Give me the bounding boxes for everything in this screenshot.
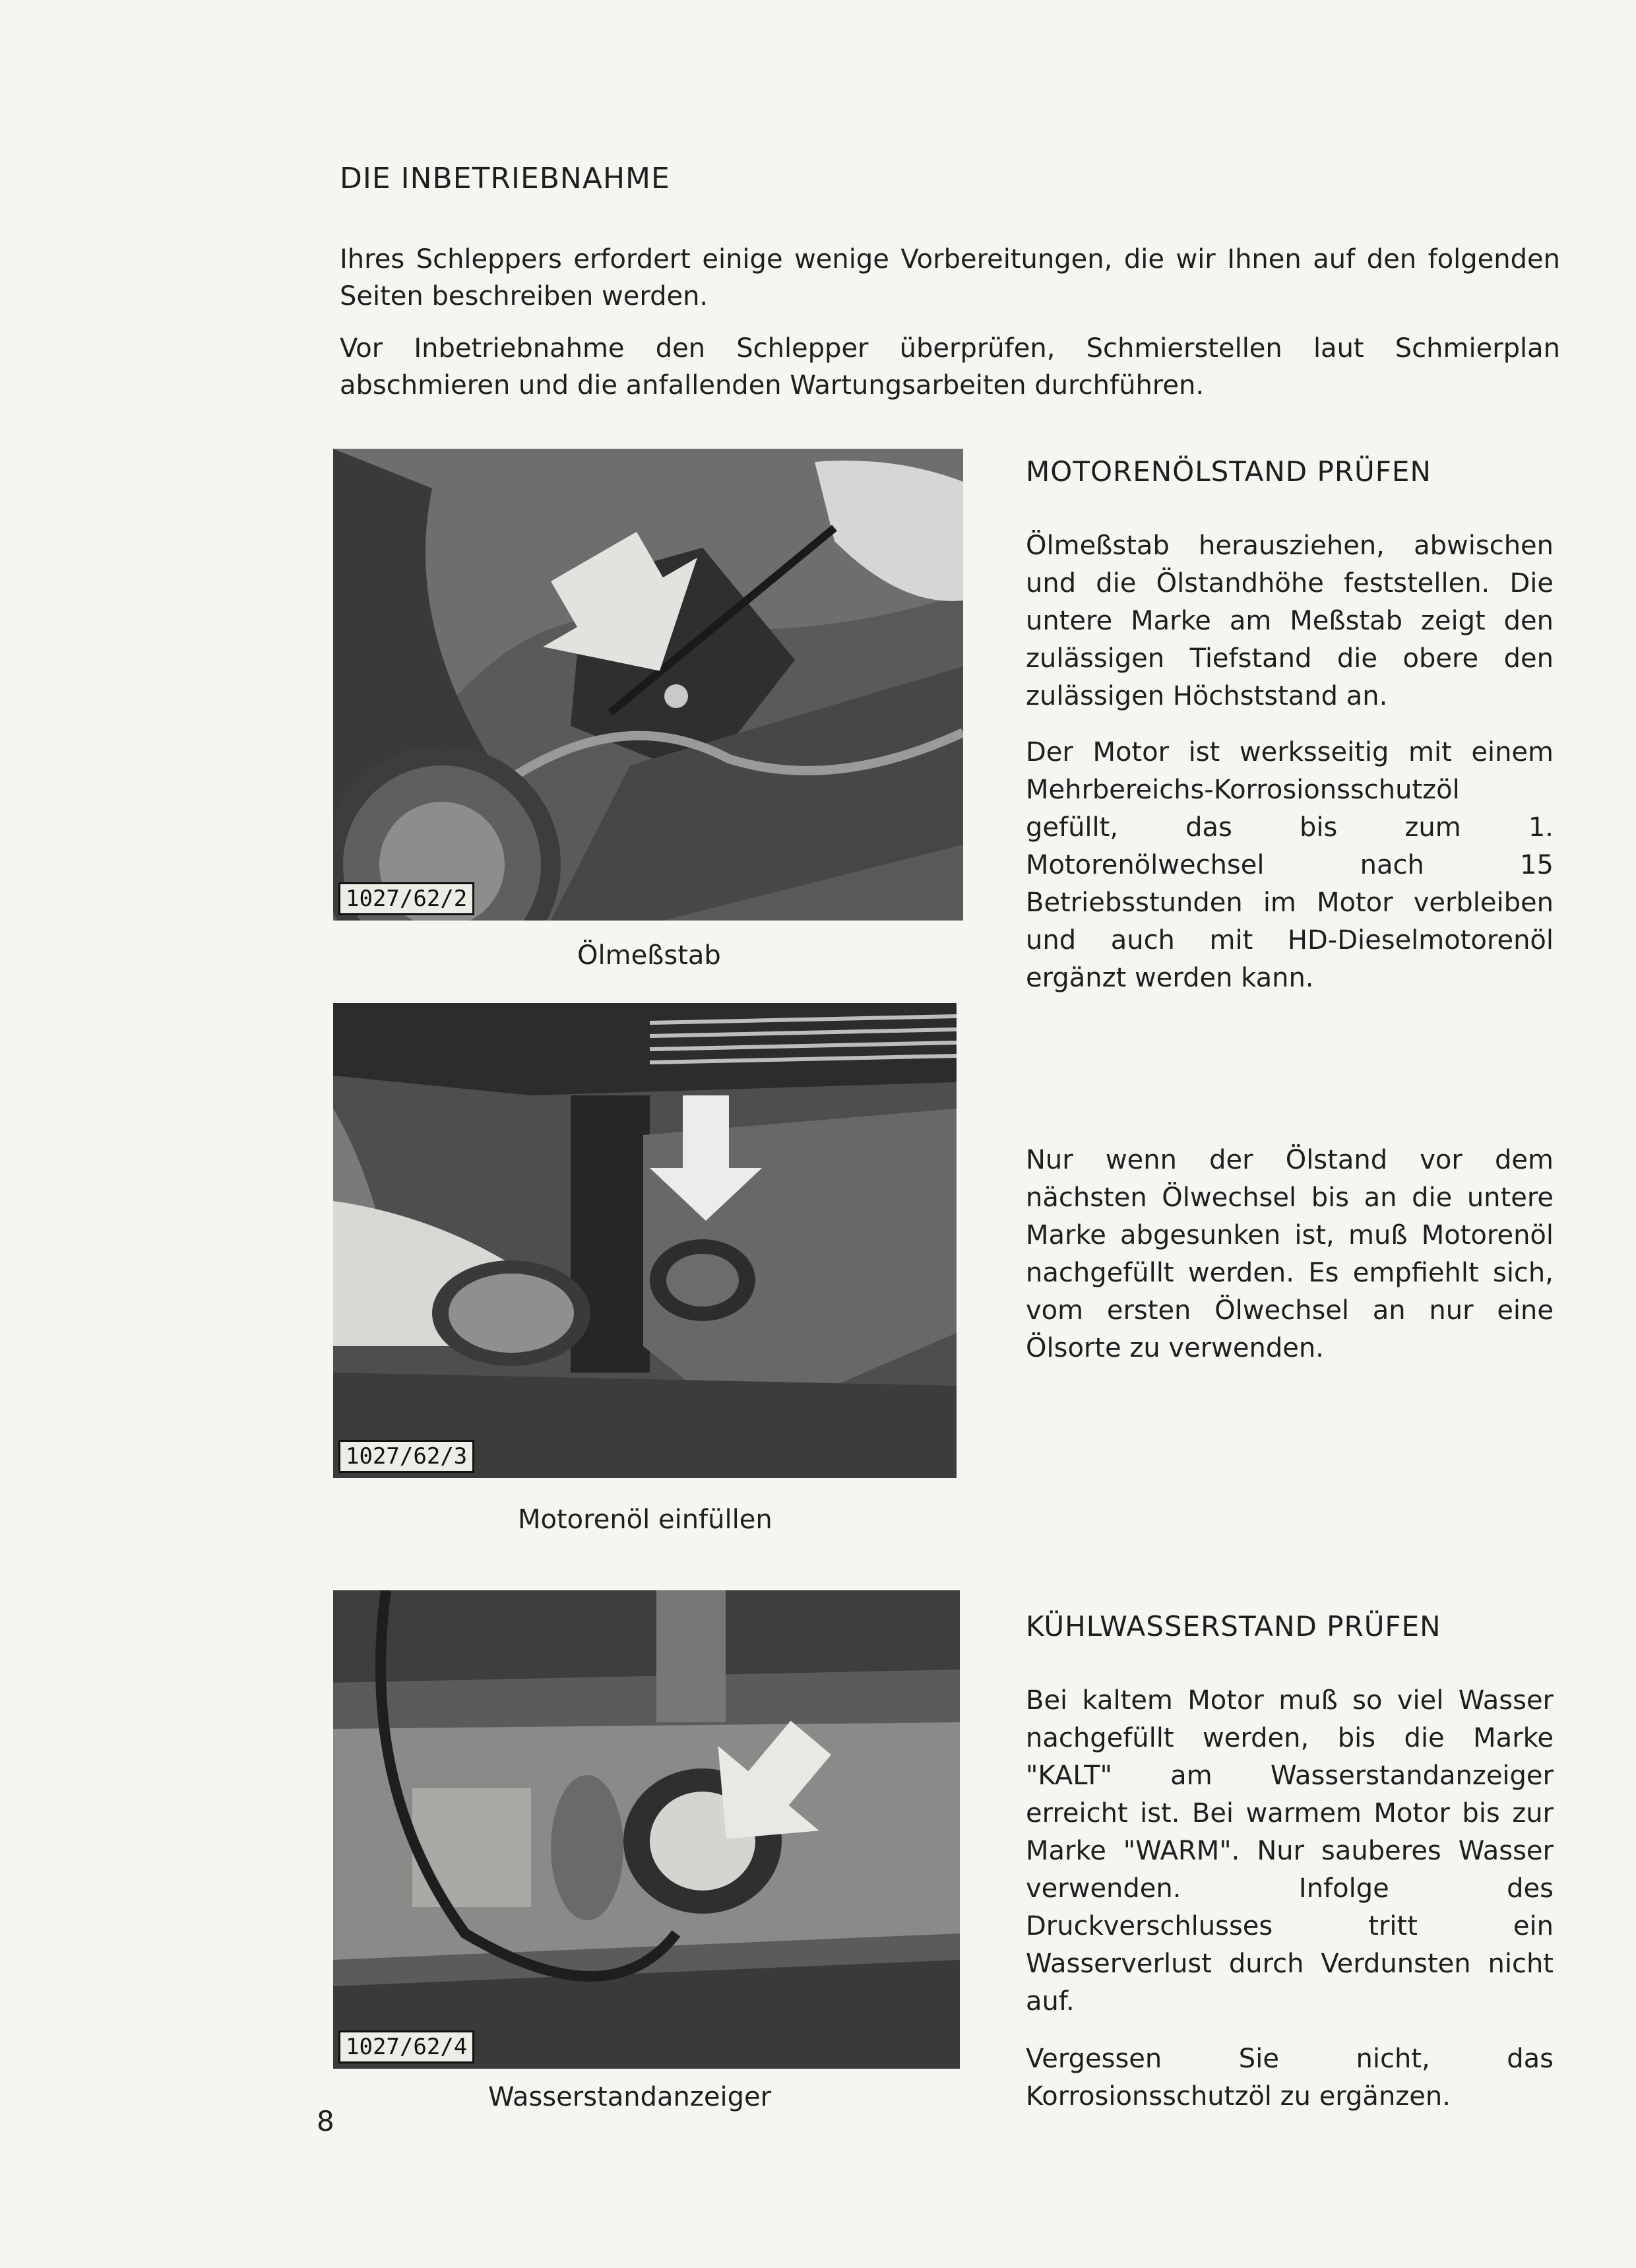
section-paragraph: Nur wenn der Ölstand vor dem nächsten Ölwechsel bis an die untere Marke abgesunken ist, muß Motorenöl nachgefüllt werden. Es empfiehlt sich, vom ersten Ölwechsel an nur eine Ölsorte zu verwenden. — [1026, 1145, 1554, 1363]
section-title-coolant-level: KÜHLWASSERSTAND PRÜFEN — [1026, 1610, 1441, 1642]
photo-oil-filler — [333, 1003, 957, 1478]
figure-reference-1: 1027/62/2 — [338, 882, 474, 915]
section-paragraph: Bei kaltem Motor muß so viel Wasser nachgefüllt werden, bis die Marke "KALT" am Wasserstandanzeiger erreicht ist. Bei warmem Motor bis zur Marke "WARM". Nur sauberes Wasser verwenden. Infolge des Druckverschlusses tritt ein Wasserverlust durch Verdunsten nicht auf. — [1026, 1685, 1554, 2017]
figure-caption-3: Wasserstandanzeiger — [488, 2082, 772, 2112]
figure-caption-1: Ölmeßstab — [577, 940, 721, 971]
section-coolant-level — [1026, 1610, 1554, 2116]
engine-photo-illustration — [333, 1003, 957, 1478]
figure-reference-2: 1027/62/3 — [338, 1440, 474, 1473]
section-title-oil-level: MOTORENÖLSTAND PRÜFEN — [1026, 455, 1432, 488]
intro-paragraph-2: Vor Inbetriebnahme den Schlepper überprüfen, Schmierstellen laut Schmierplan abschmieren und die anfallenden Wartungsarbeiten durchführen. — [340, 333, 1560, 401]
section-paragraph: Ölmeßstab herausziehen, abwischen und die Ölstandhöhe feststellen. Die untere Marke am Meßstab zeigt den zulässigen Tiefstand die obere den zulässigen Höchststand an. — [1026, 531, 1554, 711]
figure-caption-2: Motorenöl einfüllen — [518, 1505, 772, 1535]
intro-paragraph-1: Ihres Schleppers erfordert einige wenige Vorbereitungen, die wir Ihnen auf den folgenden Seiten beschreiben werden. — [340, 244, 1560, 311]
section-oil-refill — [1026, 1142, 1554, 1367]
engine-photo-illustration — [333, 449, 963, 921]
section-paragraph: Vergessen Sie nicht, das Korrosionsschutzöl zu ergänzen. — [1026, 2044, 1554, 2112]
section-paragraph: Der Motor ist werksseitig mit einem Mehrbereichs-Korrosionsschutzöl gefüllt, das bis zum 1. Motorenölwechsel nach 15 Betriebsstunden im Motor verbleiben und auch mit HD-Dieselmotorenöl ergänzt werden kann. — [1026, 737, 1554, 993]
engine-photo-illustration — [333, 1590, 960, 2069]
figure-reference-3: 1027/62/4 — [338, 2030, 474, 2063]
photo-oil-dipstick — [333, 449, 963, 921]
page-number: 8 — [317, 2105, 334, 2137]
section-oil-level — [1026, 455, 1554, 997]
photo-water-level-indicator — [333, 1590, 960, 2069]
page-heading: DIE INBETRIEBNAHME — [340, 162, 670, 195]
